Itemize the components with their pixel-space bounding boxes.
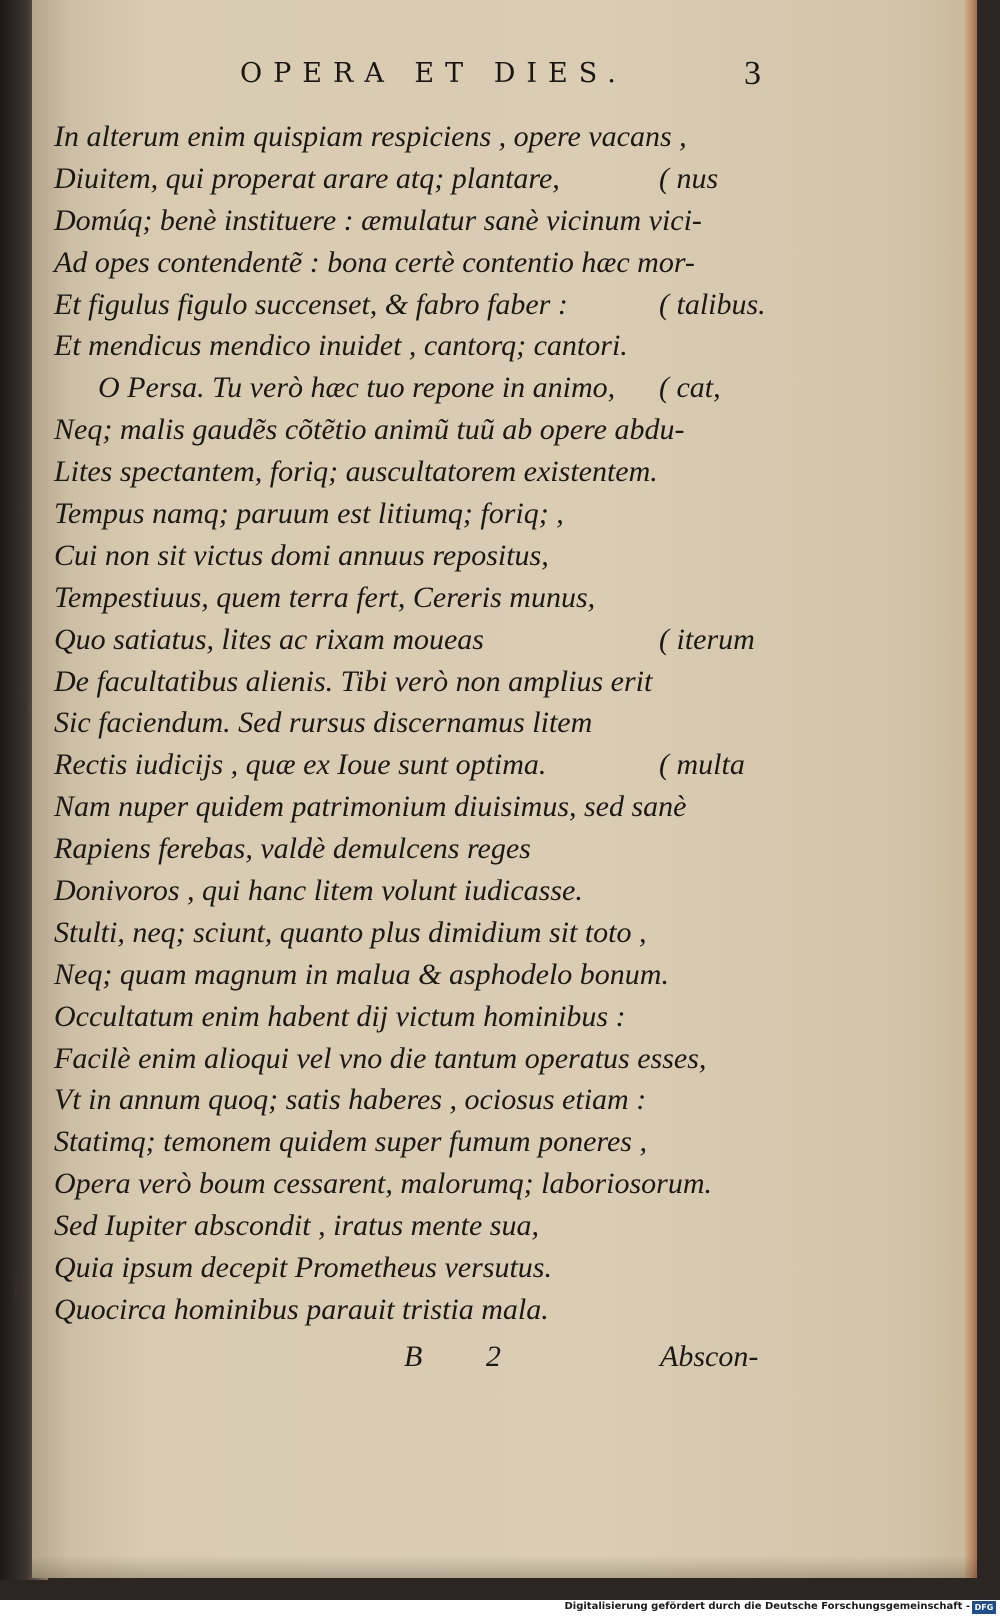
- verse-text: Neq; malis gaudẽs cõtẽtio animũ tuũ ab opere abdu-: [54, 413, 685, 447]
- running-head: OPERA ET DIES.: [240, 58, 627, 89]
- verse-text: Stulti, neq; sciunt, quanto plus dimidium sit toto ,: [54, 915, 647, 949]
- signature-mark: B 2: [404, 1340, 529, 1373]
- verse-text: Sed Iupiter abscondit , iratus mente sua,: [54, 1209, 539, 1243]
- verse-line: [54, 702, 854, 744]
- verse-carryover: ( talibus.: [659, 287, 766, 321]
- verse-text: Tempus namq; paruum est litiumq; foriq; ,: [54, 497, 564, 531]
- verse-line: [54, 577, 854, 619]
- verse-line: [54, 870, 854, 912]
- verse-line: [54, 116, 854, 158]
- verse-line: [54, 451, 854, 493]
- verse-line: [54, 828, 854, 870]
- digitization-credit: Digitalisierung gefördert durch die Deutsche Forschungsgemeinschaft -: [564, 1601, 970, 1612]
- verse-text: Lites spectantem, foriq; auscultatorem existentem.: [54, 455, 658, 489]
- verse-line: [54, 158, 854, 200]
- verse-carryover: ( multa: [659, 748, 745, 782]
- verse-text: Statimq; temonem quidem super fumum poneres ,: [54, 1125, 647, 1159]
- verse-line: [54, 661, 854, 703]
- verse-text: Ad opes contendentẽ : bona certè contentio hæc mor-: [54, 245, 695, 279]
- verse-text: Cui non sit victus domi annuus repositus,: [54, 538, 549, 572]
- verse-carryover: ( nus: [659, 161, 719, 195]
- verse-text: Quo satiatus, lites ac rixam moueas: [54, 622, 484, 656]
- verse-line: [54, 744, 854, 786]
- page-bottom-shade: [32, 1556, 977, 1578]
- verse-text: Nam nuper quidem patrimonium diuisimus, sed sanè: [54, 790, 687, 824]
- verse-line: [54, 1205, 854, 1247]
- catchword: Abscon-: [660, 1340, 759, 1373]
- verse-line: [54, 996, 854, 1038]
- verse-text: O Persa. Tu verò hæc tuo repone in animo,: [98, 371, 616, 405]
- page-number: 3: [744, 55, 761, 92]
- verse-text: In alterum enim quispiam respiciens , opere vacans ,: [54, 120, 687, 153]
- verse-line: [54, 535, 854, 577]
- verse-text: Et mendicus mendico inuidet , cantorq; cantori.: [54, 329, 628, 363]
- verse-line: [54, 619, 854, 661]
- margin-mark: ): [18, 690, 28, 721]
- verse-text: Diuitem, qui properat arare atq; plantare,: [54, 161, 560, 195]
- verse-line: [54, 1079, 854, 1121]
- verse-text: Neq; quam magnum in malua & asphodelo bonum.: [54, 957, 669, 991]
- verse-line: [54, 409, 854, 451]
- verse-line: [54, 242, 854, 284]
- verse-text: Sic faciendum. Sed rursus discernamus litem: [54, 706, 593, 740]
- verse-text: Et figulus figulo succenset, & fabro faber :: [54, 287, 568, 321]
- verse-line: [54, 786, 854, 828]
- verse-carryover: ( cat,: [659, 371, 721, 405]
- verse-text: Occultatum enim habent dij victum hominibus :: [54, 999, 626, 1033]
- verse-line: [54, 367, 854, 409]
- verse-text: Donivoros , qui hanc litem volunt iudicasse.: [54, 874, 583, 908]
- verse-text: Facilè enim alioqui vel vno die tantum operatus esses,: [54, 1041, 707, 1075]
- verse-block: [54, 116, 854, 1331]
- verse-line: [54, 1038, 854, 1080]
- verse-line: [54, 1289, 854, 1331]
- verse-text: De facultatibus alienis. Tibi verò non amplius erit: [54, 664, 653, 698]
- verse-text: Tempestiuus, quem terra fert, Cereris munus,: [54, 580, 596, 614]
- verse-line: [54, 954, 854, 996]
- verse-line: [54, 912, 854, 954]
- margin-mark: }: [10, 1270, 23, 1299]
- page-edge: [965, 0, 977, 1578]
- verse-text: Rectis iudicijs , quæ ex Ioue sunt optima.: [54, 748, 547, 782]
- verse-text: Opera verò boum cessarent, malorumq; laboriosorum.: [54, 1167, 713, 1201]
- verse-text: Vt in annum quoq; satis haberes , ociosus etiam :: [54, 1083, 647, 1117]
- verse-carryover: ( iterum: [659, 622, 755, 656]
- verse-text: Quia ipsum decepit Prometheus versutus.: [54, 1251, 552, 1285]
- verse-line: [54, 493, 854, 535]
- verse-line: [54, 200, 854, 242]
- verse-line: [54, 1121, 854, 1163]
- book-page: [10, 0, 977, 1578]
- verse-text: Domúq; benè instituere : æmulatur sanè vicinum vici-: [54, 203, 702, 237]
- dfg-logo: DFG: [972, 1601, 996, 1614]
- verse-line: [54, 325, 854, 367]
- verse-text: Rapiens ferebas, valdè demulcens reges: [54, 832, 531, 866]
- verse-line: [54, 1247, 854, 1289]
- verse-text: Quocirca hominibus parauit tristia mala.: [54, 1292, 549, 1326]
- verse-line: [54, 284, 854, 326]
- verse-line: [54, 1163, 854, 1205]
